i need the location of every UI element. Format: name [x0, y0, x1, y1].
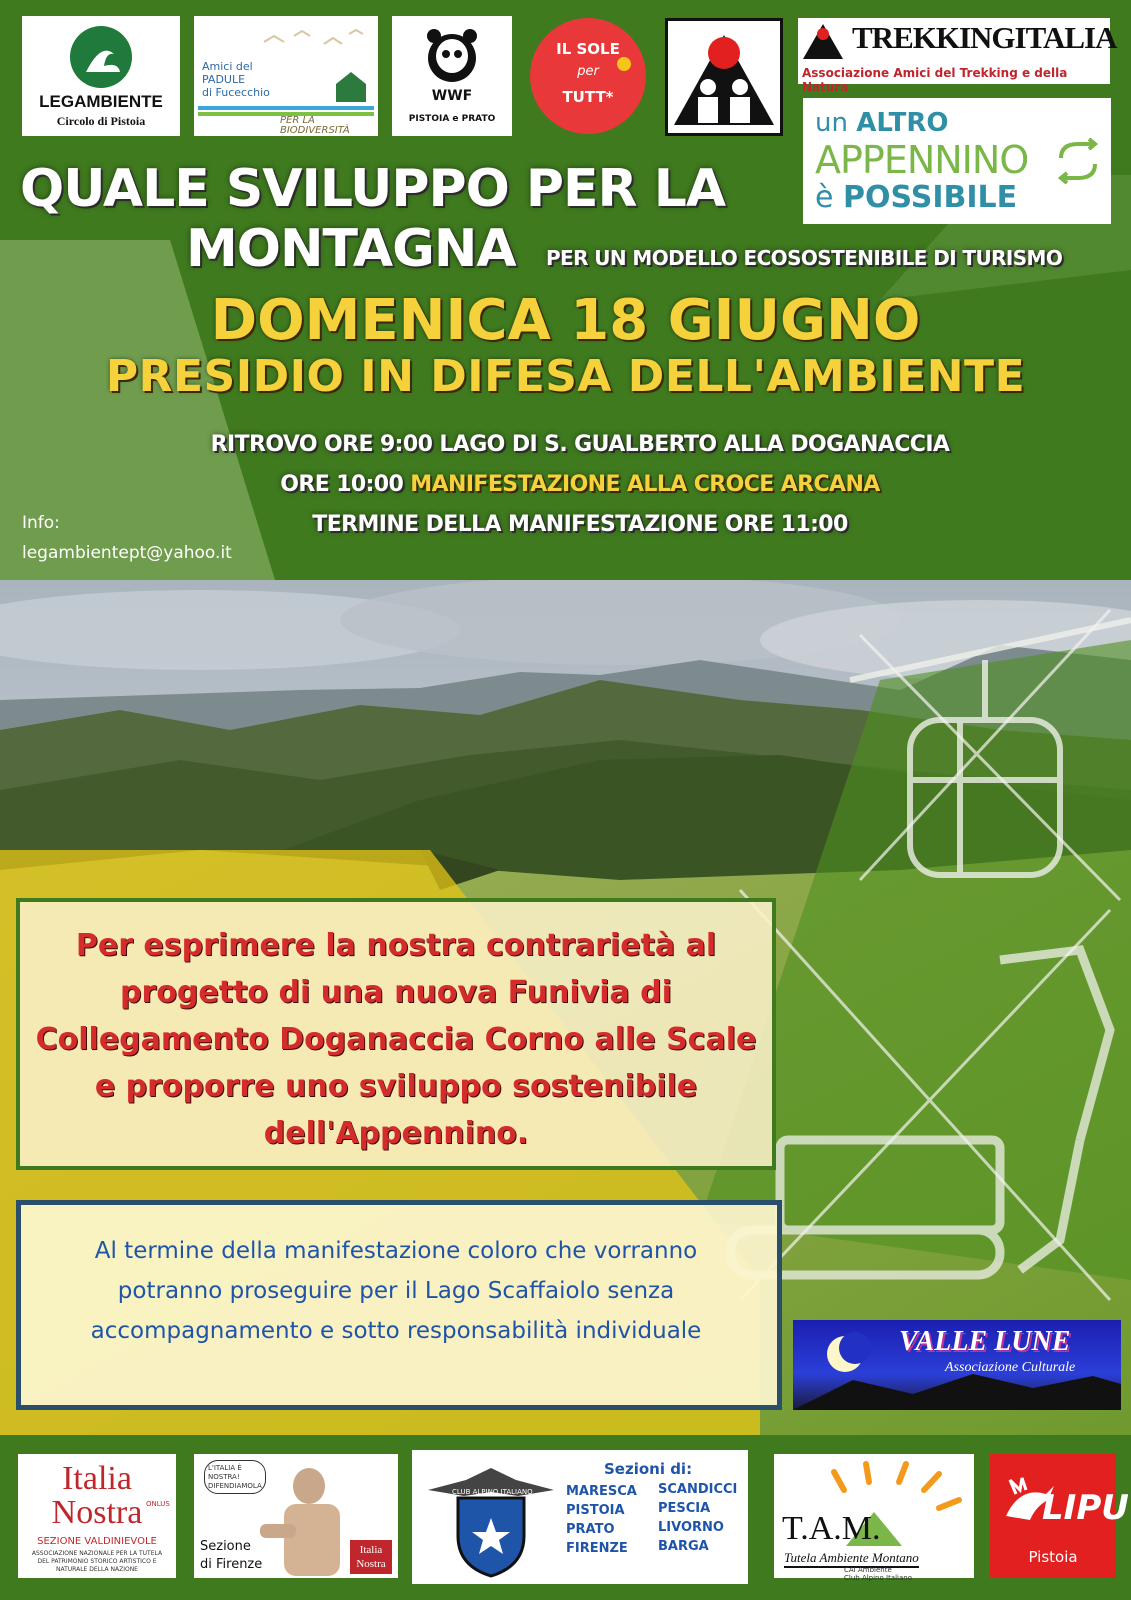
protest-message-text: Per esprimere la nostra contrarietà al progetto di una nuova Funivia di Collegamento Doganaccia Corno alle Scale e proporre uno sviluppo sostenibile dell'Appennino.	[35, 928, 757, 1151]
speech-bubble: L'ITALIA È NOSTRA! DIFENDIAMOLA	[204, 1460, 266, 1494]
padule-tagline: PER LA BIODIVERSITÀ	[280, 115, 350, 136]
cai-sections-col2: SCANDICCI PESCIA LIVORNO BARGA	[658, 1482, 738, 1554]
italia-nostra-badge: Italia Nostra	[350, 1540, 392, 1574]
appennino-line1: un ALTRO	[815, 108, 949, 138]
title-subtitle: PER UN MODELLO ECOSOSTENIBILE DI TURISMO	[546, 246, 1063, 270]
cai-sections-col1: MARESCA PISTOIA PRATO FIRENZE	[566, 1484, 637, 1556]
trekking-italia-logo	[798, 18, 1117, 94]
italia-nostra-desc: ASSOCIAZIONE NAZIONALE PER LA TUTELA DEL PATRIMONIO STORICO ARTISTICO E NATURALE DELLA NAZIONE	[31, 1550, 163, 1573]
schedule-demonstration: ORE 10:00 MANIFESTAZIONE ALLA CROCE ARCANA	[280, 472, 880, 497]
schedule-end: TERMINE DELLA MANIFESTAZIONE ORE 11:00	[312, 512, 848, 537]
wwf-name: WWF	[431, 88, 473, 104]
info-label: Info:	[22, 513, 60, 533]
valle-lune-logo	[793, 1320, 1121, 1410]
tam-sub: Tutela Ambiente Montano	[784, 1550, 919, 1568]
cai-sections-logo	[412, 1450, 748, 1584]
schedule-meeting: RITROVO ORE 9:00 LAGO DI S. GUALBERTO ALLA DOGANACCIA	[210, 432, 950, 457]
legambiente-sub: Circolo di Pistoia	[56, 114, 146, 128]
sole-line1: IL SOLE	[556, 40, 620, 58]
appennino-line2: APPENNINO	[815, 138, 1029, 182]
padule-title: Amici del PADULE di Fucecchio	[202, 60, 270, 99]
firenze-section: Sezione di Firenze	[200, 1539, 263, 1572]
altro-appennino-logo	[803, 98, 1111, 224]
legambiente-logo	[22, 16, 180, 136]
padule-logo	[194, 16, 378, 136]
lipu-name: LIPU	[1042, 1488, 1129, 1528]
trekking-hikers-icon	[802, 22, 844, 60]
panda-icon	[424, 26, 480, 84]
italia-nostra-onlus: ONLUS	[146, 1500, 170, 1508]
lipu-logo	[990, 1454, 1129, 1578]
info-email[interactable]: legambientept@yahoo.it	[22, 543, 232, 563]
sole-per-tutti-logo	[530, 18, 646, 134]
recycle-arrows-icon	[1053, 138, 1103, 184]
info-message-box	[16, 1200, 782, 1410]
italia-nostra-wordmark: Italia Nostra	[51, 1460, 143, 1531]
lipu-sub: Pistoia	[1028, 1548, 1078, 1566]
valle-lune-sub: Associazione Culturale	[945, 1360, 1076, 1375]
valle-lune-name: VALLE LUNE	[899, 1326, 1071, 1357]
wwf-logo	[392, 16, 512, 136]
info-block	[22, 508, 232, 568]
italia-nostra-firenze-logo	[194, 1454, 398, 1578]
tam-name: T.A.M.	[782, 1510, 881, 1547]
trekking-name: TREKKINGITALIA	[852, 20, 1117, 55]
tam-logo	[774, 1454, 974, 1582]
italia-nostra-section: SEZIONE VALDINIEVOLE	[37, 1536, 157, 1547]
sole-line3: TUTT*	[562, 88, 614, 106]
swan-icon	[66, 24, 136, 90]
birds-icon	[254, 22, 374, 62]
legambiente-name: LEGAMBIENTE	[39, 92, 163, 111]
info-message-text: Al termine della manifestazione coloro che vorranno potranno proseguire per il Lago Scaffaiolo senza accompagnamento e sotto responsabilità individuale	[90, 1238, 702, 1344]
italia-nostra-valdinievole-logo	[18, 1454, 176, 1578]
tam-small: CAI Ambiente Club Alpino Italiano	[844, 1566, 913, 1582]
house-icon	[334, 68, 368, 104]
event-date: DOMENICA 18 GIUGNO	[210, 288, 921, 353]
appennino-line3: è POSSIBILE	[815, 180, 1018, 215]
cai-eagle-shield-icon	[426, 1466, 556, 1578]
title-line1: QUALE SVILUPPO PER LA	[20, 159, 726, 219]
protest-message-box	[16, 898, 776, 1170]
david-statue-icon	[254, 1464, 364, 1576]
hikers-icon	[672, 25, 776, 129]
cai-heading: Sezioni di:	[604, 1460, 693, 1478]
sole-line2: per	[577, 64, 599, 79]
event-headline: PRESIDIO IN DIFESA DELL'AMBIENTE	[105, 351, 1026, 402]
sun-icon	[610, 50, 638, 78]
trekking-sub: Associazione Amici del Trekking e della Natura	[802, 66, 1068, 94]
cai-ring-text: CLUB ALPINO ITALIANO	[452, 1488, 533, 1496]
wwf-sub: PISTOIA e PRATO	[408, 114, 496, 124]
hikers-logo	[665, 18, 783, 136]
title-line2: MONTAGNA	[186, 219, 516, 279]
